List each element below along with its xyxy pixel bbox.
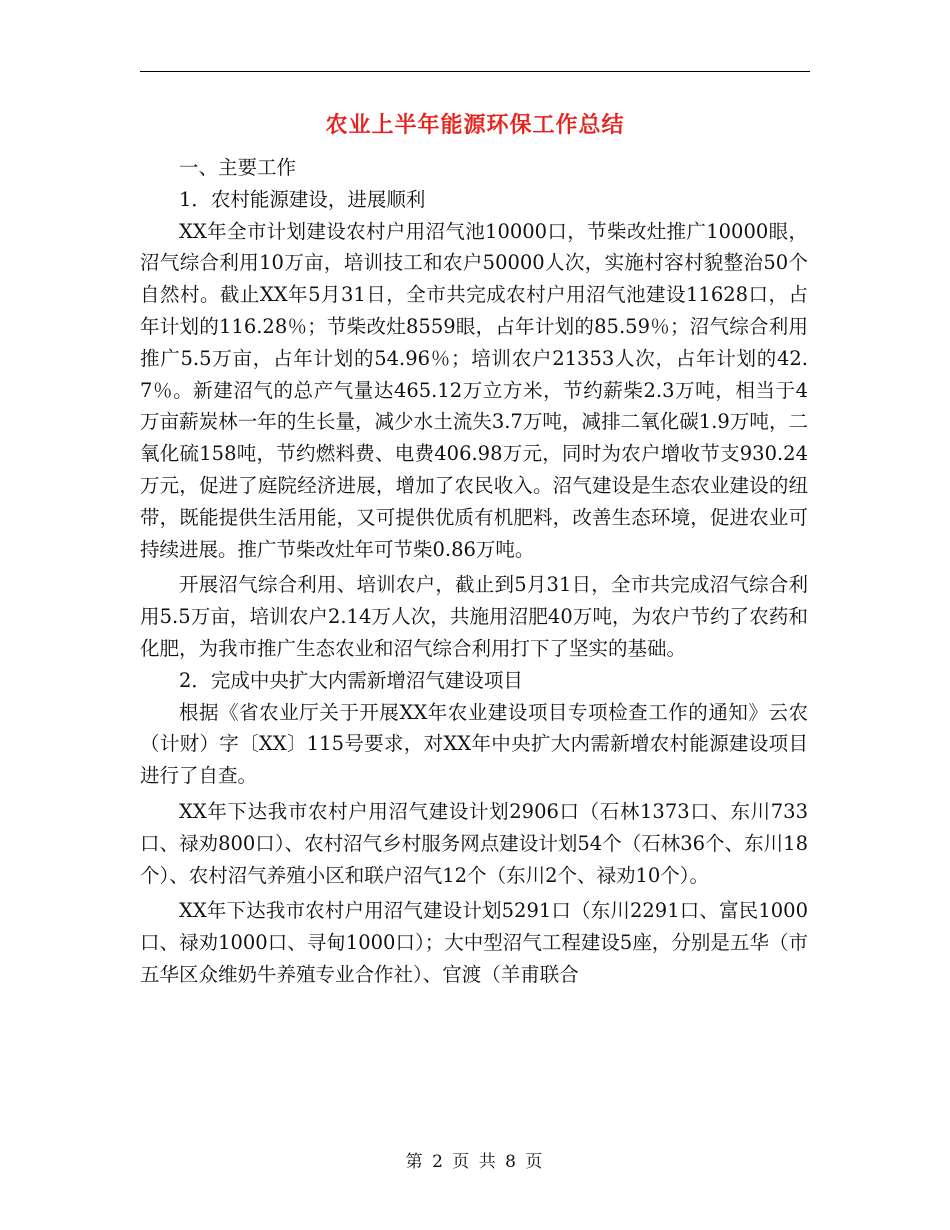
header-rule [140, 71, 810, 72]
section-heading-main-work: 一、主要工作 [179, 156, 297, 179]
paragraph-inspection-notice: 根据《省农业厅关于开展XX年农业建设项目专项检查工作的通知》云农（计财）字〔XX〕115号要求，对XX年中央扩大内需新增农村能源建设项目进行了自查。 [140, 700, 808, 788]
paragraph-plan-2906: XX年下达我市农村户用沼气建设计划2906口（石林1373口、东川733口、禄劝800口）、农村沼气乡村服务网点建设计划54个（石林36个、东川18个）、农村沼气养殖小区和联户沼气12个（东川2个、禄劝10个）。 [140, 799, 808, 887]
paragraph-training: 开展沼气综合利用、培训农户，截止到5月31日，全市共完成沼气综合利用5.5万亩，培训农户2.14万人次，共施用沼肥40万吨，为农户节约了农药和化肥，为我市推广生态农业和沼气综合利用打下了坚实的基础。 [140, 573, 808, 660]
paragraph-biogas-plan: XX年全市计划建设农村户用沼气池10000口，节柴改灶推广10000眼，沼气综合利用10万亩，培训技工和农户50000人次，实施村容村貌整治50个自然村。截止XX年5月31日，全市共完成农村户用沼气池建设11628口，占年计划的116.28％；节柴改灶8559眼，占年计划的85.59％；沼气综合利用推广5.5万亩，占年计划的54.96％；培训农户21353人次，占年计划的42.7％。新建沼气的总产气量达465.12万立方米，节约薪柴2.3万吨，相当于4万亩薪炭林一年的生长量，减少水土流失3.7万吨，减排二氧化碳1.9万吨，二氧化硫158吨，节约燃料费、电费406.98万元，同时为农户增收节支930.24万元，促进了庭院经济进展，增加了农民收入。沼气建设是生态农业建设的纽带，既能提供生活用能，又可提供优质有机肥料，改善生态环境，促进农业可持续进展。推广节柴改灶年可节柴0.86万吨。 [140, 219, 808, 561]
subheading-rural-energy: 1．农村能源建设，进展顺利 [179, 187, 426, 211]
document-title: 农业上半年能源环保工作总结 [325, 113, 625, 138]
subheading-central-project: 2．完成中央扩大内需新增沼气建设项目 [179, 668, 523, 692]
page-number: 第 2 页 共 8 页 [405, 1152, 545, 1172]
paragraph-plan-5291: XX年下达我市农村户用沼气建设计划5291口（东川2291口、富民1000口、禄劝1000口、寻甸1000口）；大中型沼气工程建设5座，分别是五华（市五华区众维奶牛养殖专业合作社）、官渡（羊甫联合 [140, 899, 808, 986]
document-body [140, 152, 808, 991]
